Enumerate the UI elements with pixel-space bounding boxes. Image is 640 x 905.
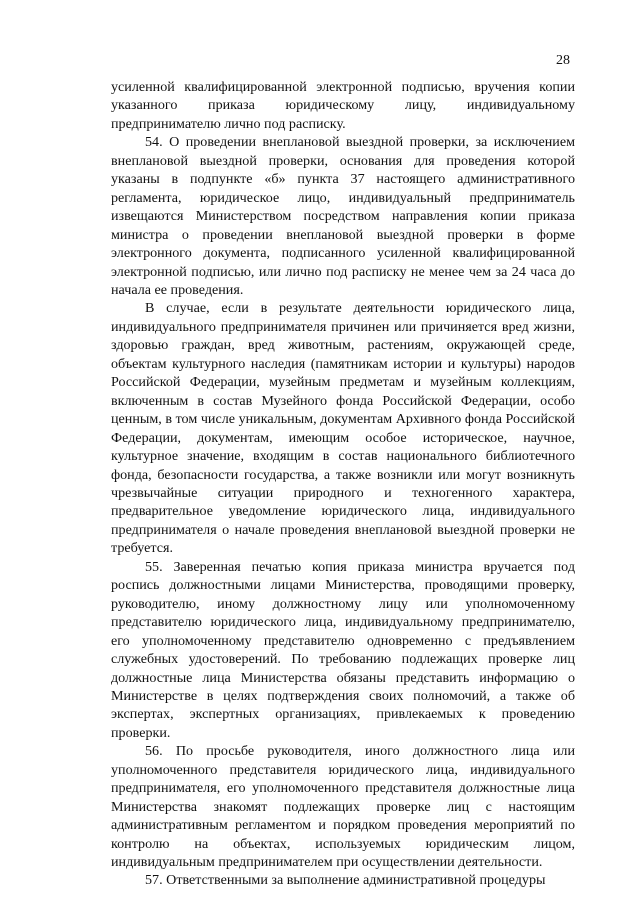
page-number: 28	[556, 53, 570, 68]
paragraph-57: 57. Ответственными за выполнение административной процедуры	[145, 872, 546, 889]
paragraph-continuation: усиленной квалифицированной электронной подписью, вручения копии указанного приказа юридическому лицу, индивидуальному предпринимателю лично под расписку.	[111, 79, 575, 132]
paragraph-54: 54. О проведении внеплановой выездной проверки, за исключением внеплановой выездной проверки, основания для проведения которой указаны в подпункте «б» пункта 37 настоящего административного регламента, юридическое лицо, индивидуальный предприниматель извещаются Министерством посредством направления копии приказа министра о проведении внеплановой выездной проверки в форме электронного документа, подписанного усиленной квалифицированной электронной подписью, или лично под расписку не менее чем за 24 часа до начала ее проведения.	[111, 134, 575, 298]
paragraph-55: 55. Заверенная печатью копия приказа министра вручается под роспись должностными лицами Министерства, проводящими проверку, руководителю, иному должностному лицу или уполномоченному представителю юридического лица, индивидуальному предпринимателю, его уполномоченному представителю одновременно с предъявлением служебных удостоверений. По требованию подлежащих проверке лиц должностные лица Министерства обязаны представить информацию о Министерстве в целях подтверждения своих полномочий, а также об экспертах, экспертных организациях, привлекаемых к проведению проверки.	[111, 558, 575, 741]
paragraph-56: 56. По просьбе руководителя, иного должностного лица или уполномоченного представителя юридического лица, индивидуального предпринимателя, его уполномоченного представителя должностные лица Министерства знакомят подлежащих проверке лиц с настоящим административным регламентом и порядком проведения мероприятий по контролю на объектах, используемых юридическим лицом, индивидуальным предпринимателем при осуществлении деятельности.	[111, 743, 575, 871]
body-text	[111, 78, 575, 890]
paragraph-54-exception: В случае, если в результате деятельности юридического лица, индивидуального предпринимателя причинен или причиняется вред жизни, здоровью граждан, вред животным, растениям, окружающей среде, объектам культурного наследия (памятникам истории и культуры) народов Российской Федерации, музейным предметам и музейным коллекциям, включенным в состав Музейного фонда Российской Федерации, особо ценным, в том числе уникальным, документам Архивного фонда Российской Федерации, документам, имеющим особое историческое, научное, культурное значение, входящим в состав национального библиотечного фонда, безопасности государства, а также возникли или могут возникнуть чрезвычайные ситуации природного и техногенного характера, предварительное уведомление юридического лица, индивидуального предпринимателя о начале проведения внеплановой выездной проверки не требуется.	[111, 300, 575, 557]
